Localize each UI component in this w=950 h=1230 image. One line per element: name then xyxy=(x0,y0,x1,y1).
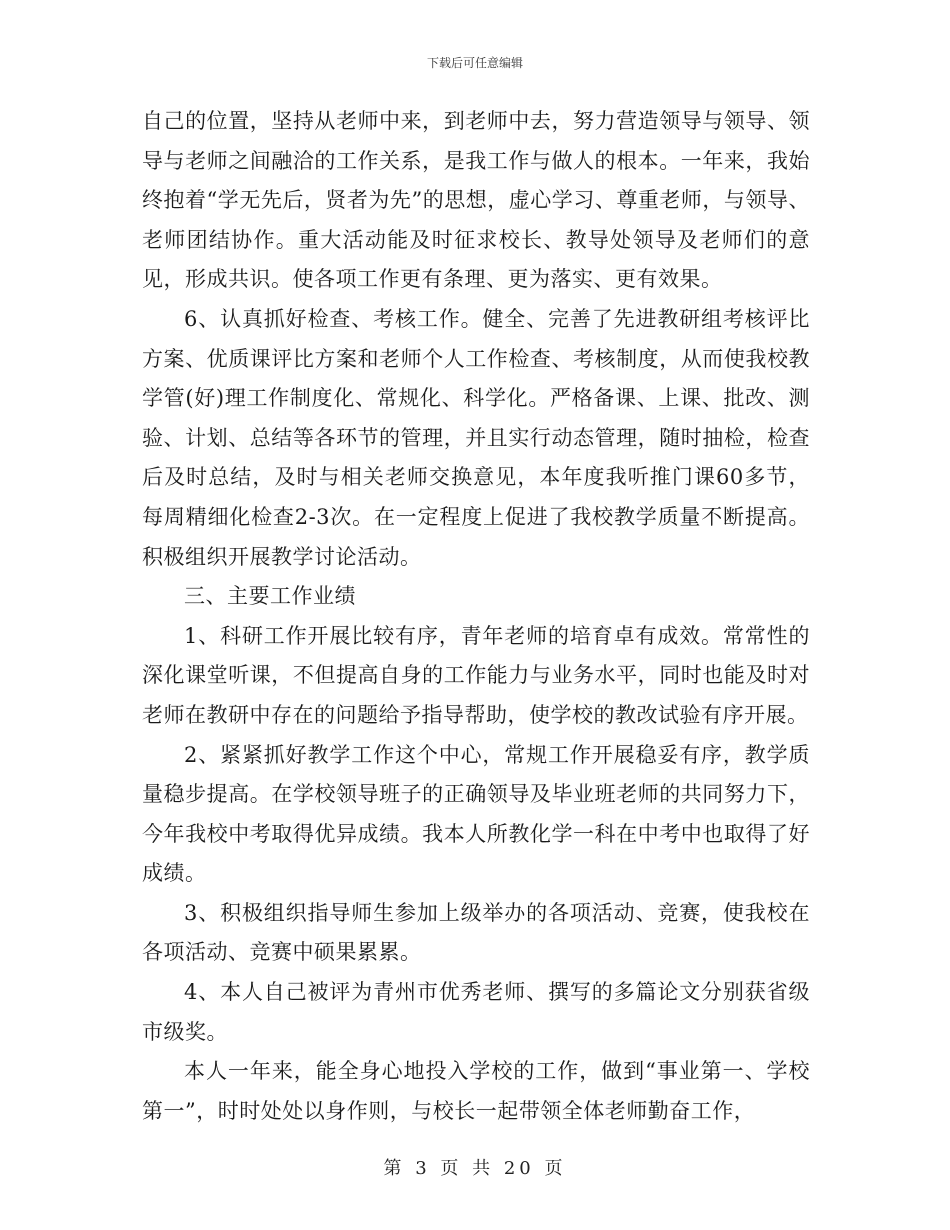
paragraph: 自己的位置，坚持从老师中来，到老师中去，努力营造领导与领导、领导与老师之间融洽的工作关系，是我工作与做人的根本。一年来，我始终抱着“学无先后，贤者为先”的思想，虚心学习、尊重老师，与领导、老师团结协作。重大活动能及时征求校长、教导处领导及老师们的意见，形成共识。使各项工作更有条理、更为落实、更有效果。 xyxy=(142,109,810,292)
document-body xyxy=(142,102,810,1131)
section-heading: 三、主要工作业绩 xyxy=(184,584,356,609)
paragraph: 2、紧紧抓好教学工作这个中心，常规工作开展稳妥有序，教学质量稳步提高。在学校领导班子的正确领导及毕业班老师的共同努力下，今年我校中考取得优异成绩。我本人所教化学一科在中考中也取得了好成绩。 xyxy=(142,742,810,886)
paragraph: 6、认真抓好检查、考核工作。健全、完善了先进教研组考核评比方案、优质课评比方案和老师个人工作检查、考核制度，从而使我校教学管(好)理工作制度化、常规化、科学化。严格备课、上课、批改、测验、计划、总结等各环节的管理，并且实行动态管理，随时抽检，检查后及时总结，及时与相关老师交换意见，本年度我听推门课60多节，每周精细化检查2-3次。在一定程度上促进了我校教学质量不断提高。积极组织开展教学讨论活动。 xyxy=(142,306,810,569)
paragraph: 1、科研工作开展比较有序，青年老师的培育卓有成效。常常性的深化课堂听课，不但提高自身的工作能力与业务水平，同时也能及时对老师在教研中存在的问题给予指导帮助，使学校的教改试验有序开展。 xyxy=(142,623,810,727)
paragraph: 3、积极组织指导师生参加上级举办的各项活动、竞赛，使我校在各项活动、竞赛中硕果累累。 xyxy=(142,900,810,965)
paragraph: 本人一年来，能全身心地投入学校的工作，做到“事业第一、学校第一”，时时处处以身作则，与校长一起带领全体老师勤奋工作， xyxy=(142,1059,810,1123)
page-header: 下载后可任意编辑 xyxy=(426,56,523,70)
paragraph: 4、本人自己被评为青州市优秀老师、撰写的多篇论文分别获省级市级奖。 xyxy=(142,980,810,1044)
page-number-footer: 第 3 页 共 20 页 xyxy=(383,1158,567,1179)
